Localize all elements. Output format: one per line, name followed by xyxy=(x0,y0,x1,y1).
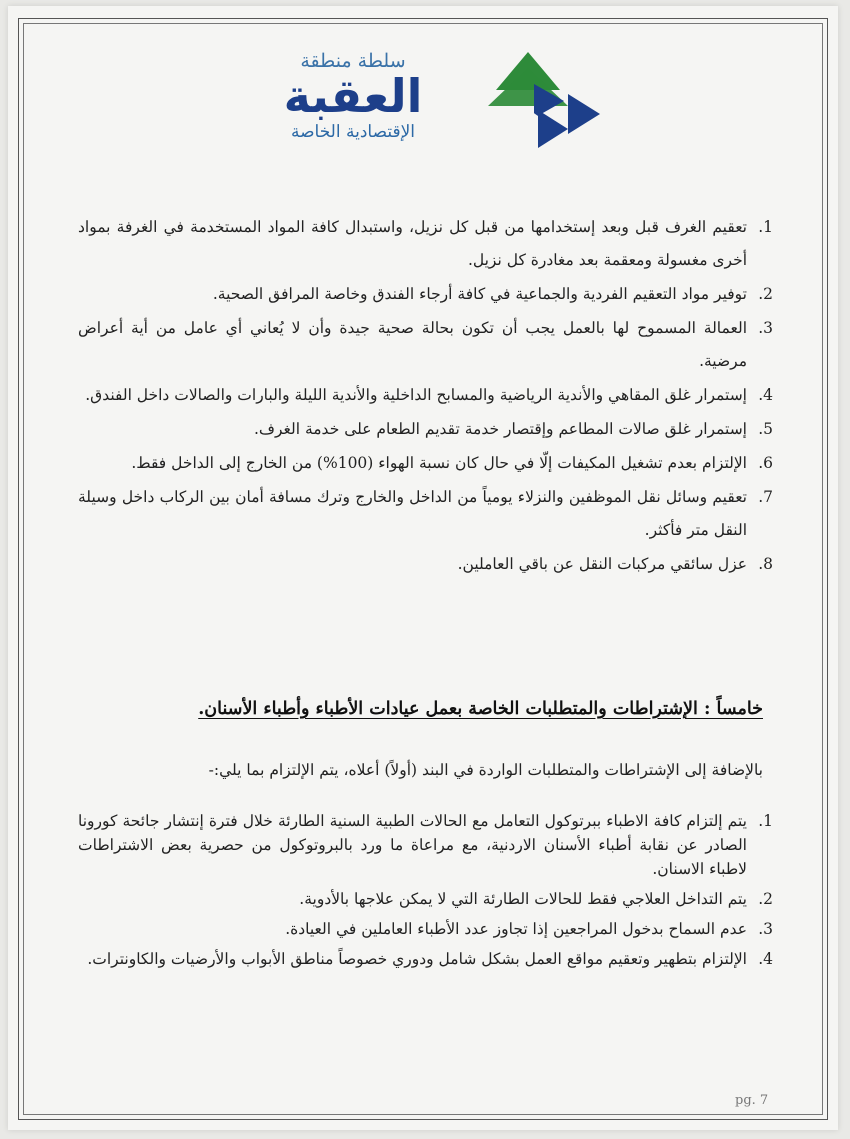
section-intro: بالإضافة إلى الإشتراطات والمتطلبات الواردة في البند (أولاً) أعلاه، يتم الإلتزام بما يلي:- xyxy=(208,761,763,779)
list-item: 2. يتم التداخل العلاجي فقط للحالات الطارئة التي لا يمكن علاجها بالأدوية. xyxy=(299,890,773,908)
list-item-text: يتم التداخل العلاجي فقط للحالات الطارئة التي لا يمكن علاجها بالأدوية. xyxy=(299,890,747,908)
list-item: 7. تعقيم وسائل نقل الموظفين والنزلاء يومياً من الداخل والخارج وترك مسافة أمان بين الركاب داخل وسيلة النقل متر فأكثر. xyxy=(78,488,773,539)
list-item-text: تعقيم وسائل نقل الموظفين والنزلاء يومياً من الداخل والخارج وترك مسافة أمان بين الركاب داخل وسيلة النقل متر فأكثر. xyxy=(78,488,747,539)
logo-line-1: سلطة منطقة xyxy=(300,50,406,72)
list-item-text: الإلتزام بعدم تشغيل المكيفات إلّا في حال كان نسبة الهواء (100%) من الخارج إلى الداخل فقط. xyxy=(131,454,747,472)
list-item-text: إستمرار غلق المقاهي والأندية الرياضية والمسابح الداخلية والأندية الليلة والبارات والصالات داخل الفندق. xyxy=(85,386,747,404)
logo-triangles-icon xyxy=(468,48,608,153)
aseza-logo xyxy=(263,48,613,158)
list-item: 8. عزل سائقي مركبات النقل عن باقي العاملين. xyxy=(457,555,773,573)
list-item-text: عدم السماح بدخول المراجعين إذا تجاوز عدد الأطباء العاملين في العيادة. xyxy=(285,920,747,938)
logo-wordmark xyxy=(263,48,443,148)
list-item: 3. العمالة المسموح لها بالعمل يجب أن تكون بحالة صحية جيدة وأن لا يُعاني أي عامل من أية أعراض مرضية. xyxy=(78,319,773,370)
list-item-text: العمالة المسموح لها بالعمل يجب أن تكون بحالة صحية جيدة وأن لا يُعاني أي عامل من أية أعراض مرضية. xyxy=(78,319,747,370)
list-item: 2. توفير مواد التعقيم الفردية والجماعية في كافة أرجاء الفندق وخاصة المرافق الصحية. xyxy=(212,285,773,303)
page-number: pg. 7 xyxy=(735,1093,769,1108)
list-item: 4. إستمرار غلق المقاهي والأندية الرياضية والمسابح الداخلية والأندية الليلة والبارات والصالات داخل الفندق. xyxy=(85,386,773,404)
list-item-text: توفير مواد التعقيم الفردية والجماعية في كافة أرجاء الفندق وخاصة المرافق الصحية. xyxy=(212,285,747,303)
list-item: 1. يتم إلتزام كافة الاطباء ببرتوكول التعامل مع الحالات الطبية السنية الطارئة خلال فترة إنتشار جائحة كورونا الصادر عن نقابة أطباء الأسنان الاردنية، مع مراعاة ما ورد بالبروتوكول من حصرية بعض الاشتراطات لاطباء الاسنان. xyxy=(78,812,773,878)
list-item: 4. الإلتزام بتطهير وتعقيم مواقع العمل بشكل شامل ودوري خصوصاً مناطق الأبواب والأرضيات والكاونترات. xyxy=(87,950,773,968)
list-item-text: يتم إلتزام كافة الاطباء ببرتوكول التعامل مع الحالات الطبية السنية الطارئة خلال فترة إنتشار جائحة كورونا الصادر عن نقابة أطباء الأسنان الاردنية، مع مراعاة ما ورد بالبروتوكول من حصرية بعض الاشتراطات لاطباء الاسنان. xyxy=(78,812,747,878)
logo-line-2: العقبة xyxy=(283,69,423,123)
section-1-list xyxy=(78,211,773,582)
list-item-text: الإلتزام بتطهير وتعقيم مواقع العمل بشكل شامل ودوري خصوصاً مناطق الأبواب والأرضيات والكاونترات. xyxy=(87,950,747,968)
list-item: 3. عدم السماح بدخول المراجعين إذا تجاوز عدد الأطباء العاملين في العيادة. xyxy=(285,920,773,938)
logo-line-3: الإقتصادية الخاصة xyxy=(290,122,416,142)
document-page xyxy=(8,6,838,1130)
list-item-text: إستمرار غلق صالات المطاعم وإقتصار خدمة تقديم الطعام على خدمة الغرف. xyxy=(253,420,747,438)
list-item: 5. إستمرار غلق صالات المطاعم وإقتصار خدمة تقديم الطعام على خدمة الغرف. xyxy=(253,420,773,438)
list-item: 6. الإلتزام بعدم تشغيل المكيفات إلّا في حال كان نسبة الهواء (100%) من الخارج إلى الداخل فقط. xyxy=(131,454,773,472)
section-2-list xyxy=(78,809,773,977)
list-item-text: عزل سائقي مركبات النقل عن باقي العاملين. xyxy=(457,555,747,573)
list-item: 1. تعقيم الغرف قبل وبعد إستخدامها من قبل كل نزيل، واستبدال كافة المواد المستخدمة في الغرفة بمواد أخرى مغسولة ومعقمة بعد مغادرة كل نزيل. xyxy=(78,218,773,269)
list-item-text: تعقيم الغرف قبل وبعد إستخدامها من قبل كل نزيل، واستبدال كافة المواد المستخدمة في الغرفة بمواد أخرى مغسولة ومعقمة بعد مغادرة كل نزيل. xyxy=(78,218,747,269)
section-heading: خامساً : الإشتراطات والمتطلبات الخاصة بعمل عيادات الأطباء وأطباء الأسنان. xyxy=(198,699,763,719)
